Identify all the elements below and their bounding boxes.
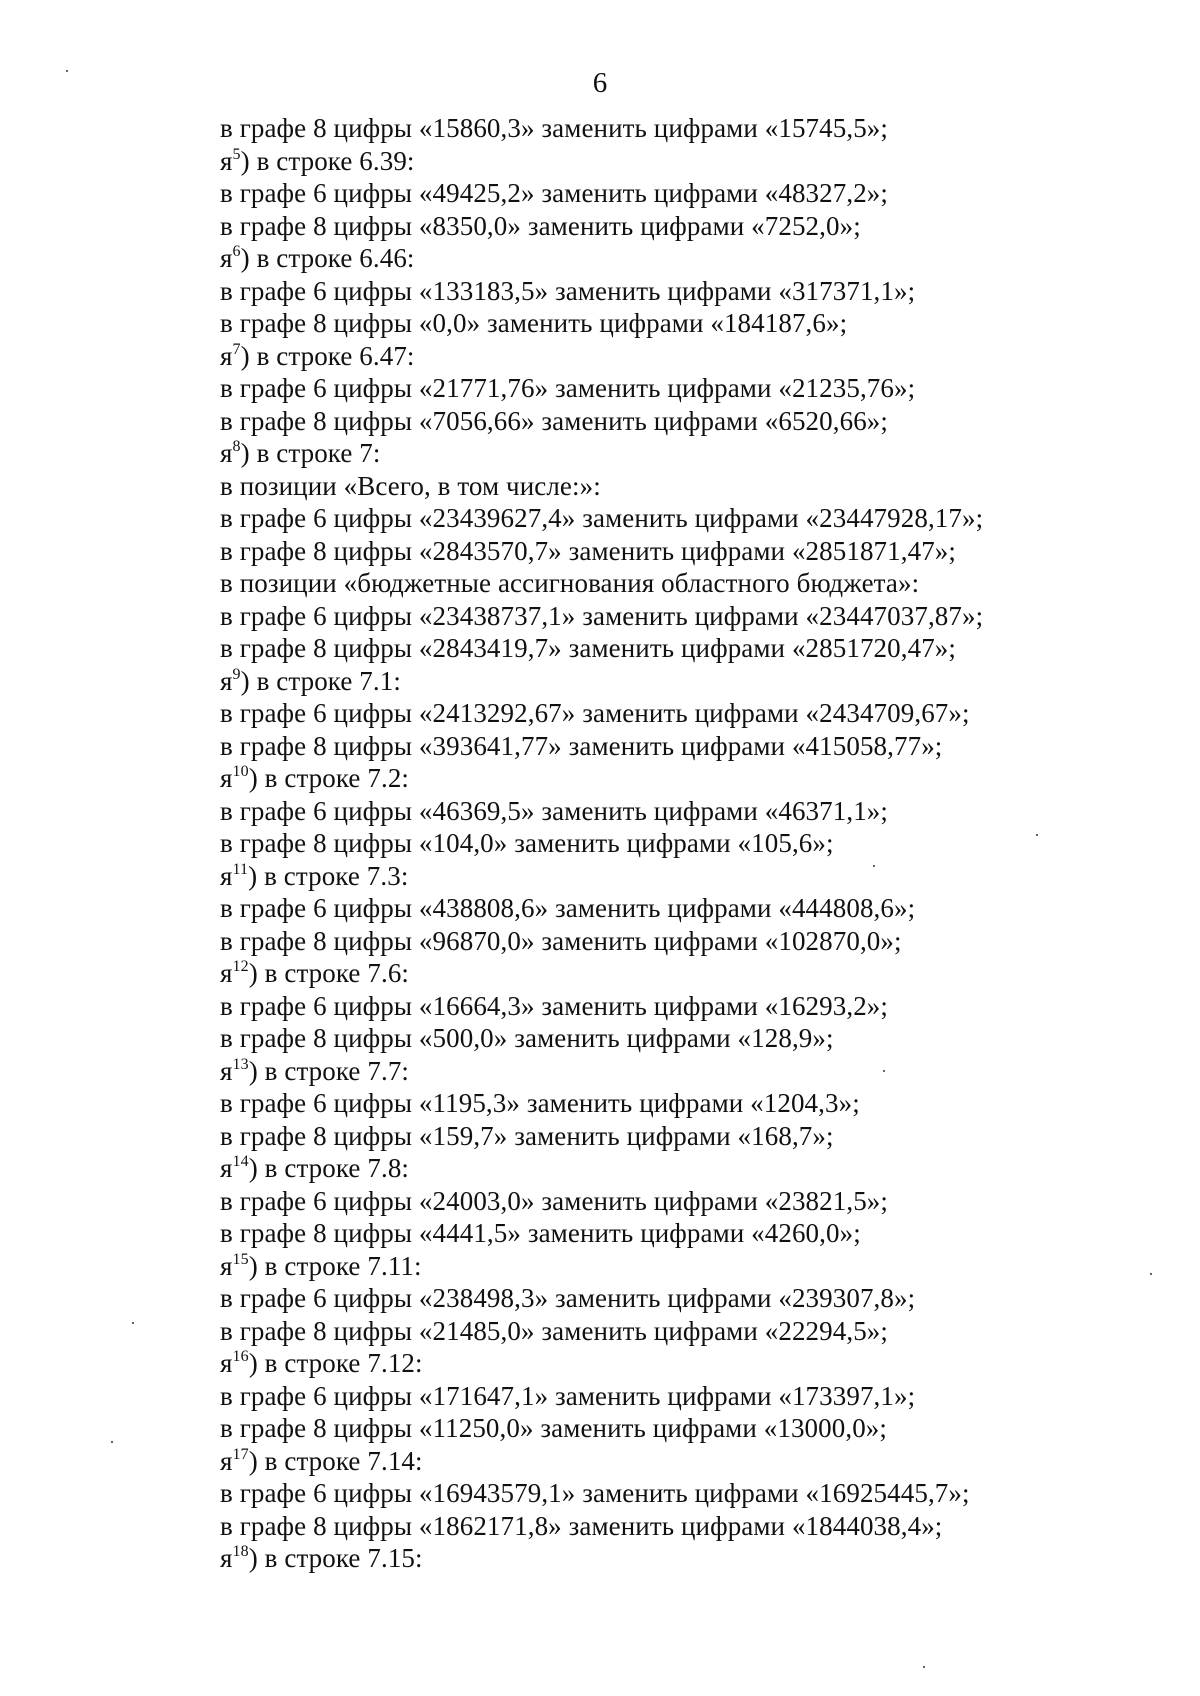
item-letter: я: [220, 665, 233, 696]
amendment-line: [220, 210, 1120, 243]
amendment-line: [220, 1380, 1120, 1413]
item-index: 9: [232, 665, 241, 683]
line-text: ) в строке 7.11:: [248, 1250, 422, 1281]
line-text: в графе 6 цифры «1195,3» заменить цифрами «1204,3»;: [220, 1088, 860, 1118]
line-text: ) в строке 6.47:: [240, 340, 415, 371]
line-text: ) в строке 7.6:: [248, 958, 410, 988]
line-text: в графе 8 цифры «0,0» заменить цифрами «184187,6»;: [220, 308, 848, 338]
line-text: ) в строке 7.12:: [248, 1348, 423, 1378]
line-text: в позиции «Всего, в том числе:»:: [220, 470, 601, 501]
list-item-heading: [220, 242, 1120, 275]
item-index: 13: [232, 1055, 249, 1073]
item-letter: я: [220, 438, 233, 468]
line-text: в графе 6 цифры «49425,2» заменить цифрами «48327,2»;: [220, 178, 889, 208]
scan-speck: [111, 1441, 113, 1443]
item-letter: я: [220, 1055, 233, 1086]
item-index: 5: [232, 145, 241, 163]
list-item-heading: [220, 145, 1120, 178]
amendment-line: [220, 1315, 1120, 1348]
scan-speck: [873, 865, 875, 867]
amendment-line: [220, 1477, 1120, 1510]
amendment-line: [220, 1120, 1120, 1153]
amendment-line: [220, 567, 1120, 600]
list-item-heading: [220, 437, 1120, 470]
line-text: в графе 8 цифры «21485,0» заменить цифрами «22294,5»;: [220, 1315, 889, 1346]
scan-speck: [1150, 1273, 1152, 1275]
line-text: в графе 8 цифры «2843570,7» заменить цифрами «2851871,47»;: [220, 535, 957, 566]
line-text: в графе 8 цифры «2843419,7» заменить цифрами «2851720,47»;: [220, 633, 957, 663]
item-letter: я: [220, 1445, 233, 1476]
scan-speck: [1036, 834, 1038, 836]
item-index: 16: [232, 1348, 249, 1365]
list-item-heading: [220, 1542, 1120, 1575]
line-text: в графе 6 цифры «238498,3» заменить цифрами «239307,8»;: [220, 1283, 916, 1313]
line-text: ) в строке 7.15:: [248, 1543, 423, 1573]
line-text: в графе 8 цифры «15860,3» заменить цифрами «15745,5»;: [220, 113, 889, 143]
item-letter: я: [220, 1543, 233, 1573]
amendment-line: [220, 1087, 1120, 1120]
line-text: в графе 6 цифры «21771,76» заменить цифрами «21235,76»;: [220, 373, 916, 403]
line-text: в графе 8 цифры «4441,5» заменить цифрами «4260,0»;: [220, 1218, 861, 1248]
item-index: 17: [232, 1445, 249, 1463]
item-index: 7: [232, 340, 241, 358]
amendment-line: [220, 1412, 1120, 1445]
amendment-line: [220, 405, 1120, 438]
line-text: в графе 8 цифры «104,0» заменить цифрами «105,6»;: [220, 828, 834, 858]
list-item-heading: [220, 1445, 1120, 1478]
list-item-heading: [220, 1152, 1120, 1185]
amendment-line: [220, 275, 1120, 308]
item-letter: я: [220, 1153, 233, 1183]
scan-speck: [923, 1666, 925, 1668]
item-index: 18: [232, 1543, 249, 1560]
item-index: 15: [232, 1250, 249, 1268]
list-item-heading: [220, 762, 1120, 795]
scan-speck: [66, 70, 68, 72]
line-text: в графе 6 цифры «133183,5» заменить цифрами «317371,1»;: [220, 275, 916, 306]
item-index: 12: [232, 958, 249, 975]
line-text: в графе 8 цифры «96870,0» заменить цифрами «102870,0»;: [220, 925, 902, 956]
item-letter: я: [220, 763, 233, 793]
line-text: ) в строке 7.14:: [248, 1445, 423, 1476]
amendment-line: [220, 307, 1120, 340]
item-index: 11: [232, 860, 249, 878]
amendment-line: [220, 535, 1120, 568]
item-index: 10: [232, 763, 249, 780]
line-text: ) в строке 7.2:: [248, 763, 410, 793]
amendment-line: [220, 600, 1120, 633]
list-item-heading: [220, 665, 1120, 698]
list-item-heading: [220, 1347, 1120, 1380]
amendment-line: [220, 632, 1120, 665]
line-text: ) в строке 7.8:: [248, 1153, 410, 1183]
line-text: в графе 6 цифры «16664,3» заменить цифрами «16293,2»;: [220, 990, 889, 1021]
scan-speck: [883, 1070, 885, 1072]
list-item-heading: [220, 957, 1120, 990]
line-text: ) в строке 6.39:: [240, 145, 415, 176]
item-letter: я: [220, 340, 233, 371]
item-letter: я: [220, 1348, 233, 1378]
item-letter: я: [220, 958, 233, 988]
amendment-line: [220, 892, 1120, 925]
line-text: ) в строке 7:: [240, 438, 381, 468]
line-text: в графе 8 цифры «1862171,8» заменить цифрами «1844038,4»;: [220, 1510, 943, 1541]
line-text: в графе 6 цифры «46369,5» заменить цифрами «46371,1»;: [220, 795, 889, 826]
item-letter: я: [220, 145, 233, 176]
amendment-line: [220, 470, 1120, 503]
line-text: ) в строке 7.7:: [248, 1055, 410, 1086]
amendment-line: [220, 1510, 1120, 1543]
amendment-line: [220, 502, 1120, 535]
scan-speck: [132, 1322, 134, 1324]
list-item-heading: [220, 1055, 1120, 1088]
line-text: в графе 6 цифры «23438737,1» заменить цифрами «23447037,87»;: [220, 600, 984, 631]
line-text: ) в строке 6.46:: [240, 243, 415, 273]
amendment-line: [220, 1022, 1120, 1055]
line-text: в графе 8 цифры «500,0» заменить цифрами «128,9»;: [220, 1023, 834, 1053]
amendment-line: [220, 1217, 1120, 1250]
item-letter: я: [220, 860, 233, 891]
amendment-line: [220, 1282, 1120, 1315]
line-text: в графе 6 цифры «2413292,67» заменить цифрами «2434709,67»;: [220, 698, 970, 728]
line-text: ) в строке 7.3:: [248, 860, 409, 891]
item-index: 8: [232, 438, 241, 455]
item-index: 6: [232, 243, 241, 260]
list-item-heading: [220, 340, 1120, 373]
line-text: в графе 8 цифры «393641,77» заменить цифрами «415058,77»;: [220, 730, 943, 761]
document-body: [220, 112, 1120, 1575]
amendment-line: [220, 1185, 1120, 1218]
line-text: в графе 8 цифры «11250,0» заменить цифрами «13000,0»;: [220, 1413, 888, 1443]
item-index: 14: [232, 1153, 249, 1170]
line-text: в графе 8 цифры «159,7» заменить цифрами «168,7»;: [220, 1120, 834, 1151]
item-letter: я: [220, 243, 233, 273]
line-text: в позиции «бюджетные ассигнования областного бюджета»:: [220, 568, 920, 598]
page-number: 6: [592, 67, 608, 99]
line-text: в графе 6 цифры «24003,0» заменить цифрами «23821,5»;: [220, 1185, 889, 1216]
amendment-line: [220, 990, 1120, 1023]
line-text: в графе 8 цифры «7056,66» заменить цифрами «6520,66»;: [220, 405, 889, 436]
amendment-line: [220, 827, 1120, 860]
line-text: в графе 6 цифры «438808,6» заменить цифрами «444808,6»;: [220, 893, 916, 923]
amendment-line: [220, 795, 1120, 828]
amendment-line: [220, 730, 1120, 763]
list-item-heading: [220, 1250, 1120, 1283]
list-item-heading: [220, 860, 1120, 893]
item-letter: я: [220, 1250, 233, 1281]
line-text: в графе 6 цифры «171647,1» заменить цифрами «173397,1»;: [220, 1380, 916, 1411]
amendment-line: [220, 697, 1120, 730]
amendment-line: [220, 112, 1120, 145]
line-text: в графе 8 цифры «8350,0» заменить цифрами «7252,0»;: [220, 210, 861, 241]
amendment-line: [220, 372, 1120, 405]
line-text: в графе 6 цифры «16943579,1» заменить цифрами «16925445,7»;: [220, 1478, 970, 1508]
line-text: в графе 6 цифры «23439627,4» заменить цифрами «23447928,17»;: [220, 503, 984, 533]
line-text: ) в строке 7.1:: [240, 665, 401, 696]
amendment-line: [220, 925, 1120, 958]
amendment-line: [220, 177, 1120, 210]
